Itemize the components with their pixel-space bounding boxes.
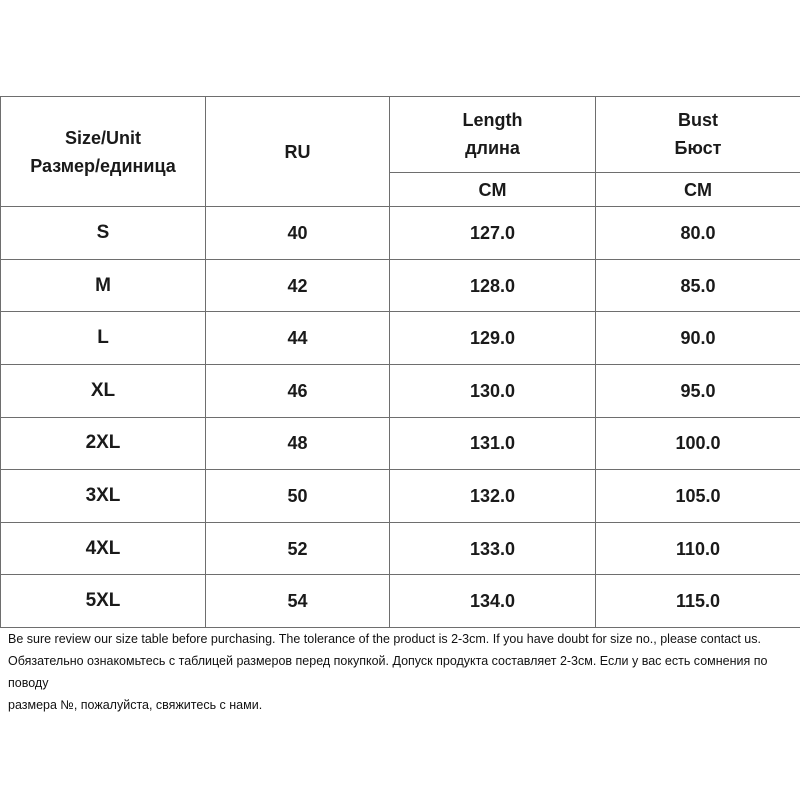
- size-cell: 5XL: [1, 575, 206, 628]
- size-unit-header: [1, 97, 206, 207]
- length-cell: 133.0: [390, 522, 596, 575]
- bust-cell: 115.0: [596, 575, 800, 628]
- table-row: [1, 365, 800, 418]
- length-cell: 129.0: [390, 312, 596, 365]
- ru-cell: 42: [206, 259, 390, 312]
- bust-cell: 110.0: [596, 522, 800, 575]
- length-cell: 132.0: [390, 470, 596, 523]
- length-header-ru: длина: [465, 138, 520, 159]
- size-cell: S: [1, 207, 206, 260]
- size-cell: L: [1, 312, 206, 365]
- table-row: [1, 470, 800, 523]
- bust-cell: 90.0: [596, 312, 800, 365]
- ru-cell: 44: [206, 312, 390, 365]
- size-cell: 2XL: [1, 417, 206, 470]
- table-row: [1, 417, 800, 470]
- size-cell: 4XL: [1, 522, 206, 575]
- ru-cell: 40: [206, 207, 390, 260]
- size-cell: XL: [1, 365, 206, 418]
- length-unit: CM: [390, 172, 596, 206]
- ru-header-label: RU: [284, 141, 311, 162]
- length-cell: 134.0: [390, 575, 596, 628]
- table-row: [1, 312, 800, 365]
- ru-cell: 48: [206, 417, 390, 470]
- ru-cell: 46: [206, 365, 390, 418]
- size-table-body: [1, 97, 800, 628]
- size-table: [0, 96, 800, 628]
- bust-cell: 95.0: [596, 365, 800, 418]
- bust-cell: 80.0: [596, 207, 800, 260]
- bust-cell: 85.0: [596, 259, 800, 312]
- table-row: [1, 207, 800, 260]
- bust-cell: 105.0: [596, 470, 800, 523]
- note-russian: Обязательно ознакомьтесь с таблицей размеров перед покупкой. Допуск продукта составляет 2-3см. Если у вас есть сомнения по поводу: [8, 654, 768, 690]
- ru-cell: 52: [206, 522, 390, 575]
- table-row: [1, 575, 800, 628]
- table-row: [1, 259, 800, 312]
- bust-header: [596, 97, 800, 173]
- size-unit-header-en: Size/Unit: [64, 127, 141, 148]
- note-english: Be sure review our size table before purchasing. The tolerance of the product is 2-3cm. If you have doubt for size no., please contact us.: [8, 632, 761, 646]
- ru-cell: 50: [206, 470, 390, 523]
- ru-header: [206, 97, 390, 207]
- note-russian-continued: размера №, пожалуйста, свяжитесь с нами.: [8, 698, 263, 712]
- size-unit-header-ru: Размер/единица: [30, 155, 176, 176]
- bust-cell: 100.0: [596, 417, 800, 470]
- bust-header-ru: Бюст: [674, 138, 722, 159]
- length-cell: 127.0: [390, 207, 596, 260]
- table-row: [1, 522, 800, 575]
- length-cell: 130.0: [390, 365, 596, 418]
- size-cell: 3XL: [1, 470, 206, 523]
- length-cell: 128.0: [390, 259, 596, 312]
- size-cell: M: [1, 259, 206, 312]
- bust-header-en: Bust: [678, 110, 718, 131]
- size-notes: [8, 628, 792, 716]
- length-header: [390, 97, 596, 173]
- ru-cell: 54: [206, 575, 390, 628]
- length-header-en: Length: [462, 110, 523, 131]
- bust-unit: CM: [596, 172, 800, 206]
- length-cell: 131.0: [390, 417, 596, 470]
- header-row: [1, 97, 800, 173]
